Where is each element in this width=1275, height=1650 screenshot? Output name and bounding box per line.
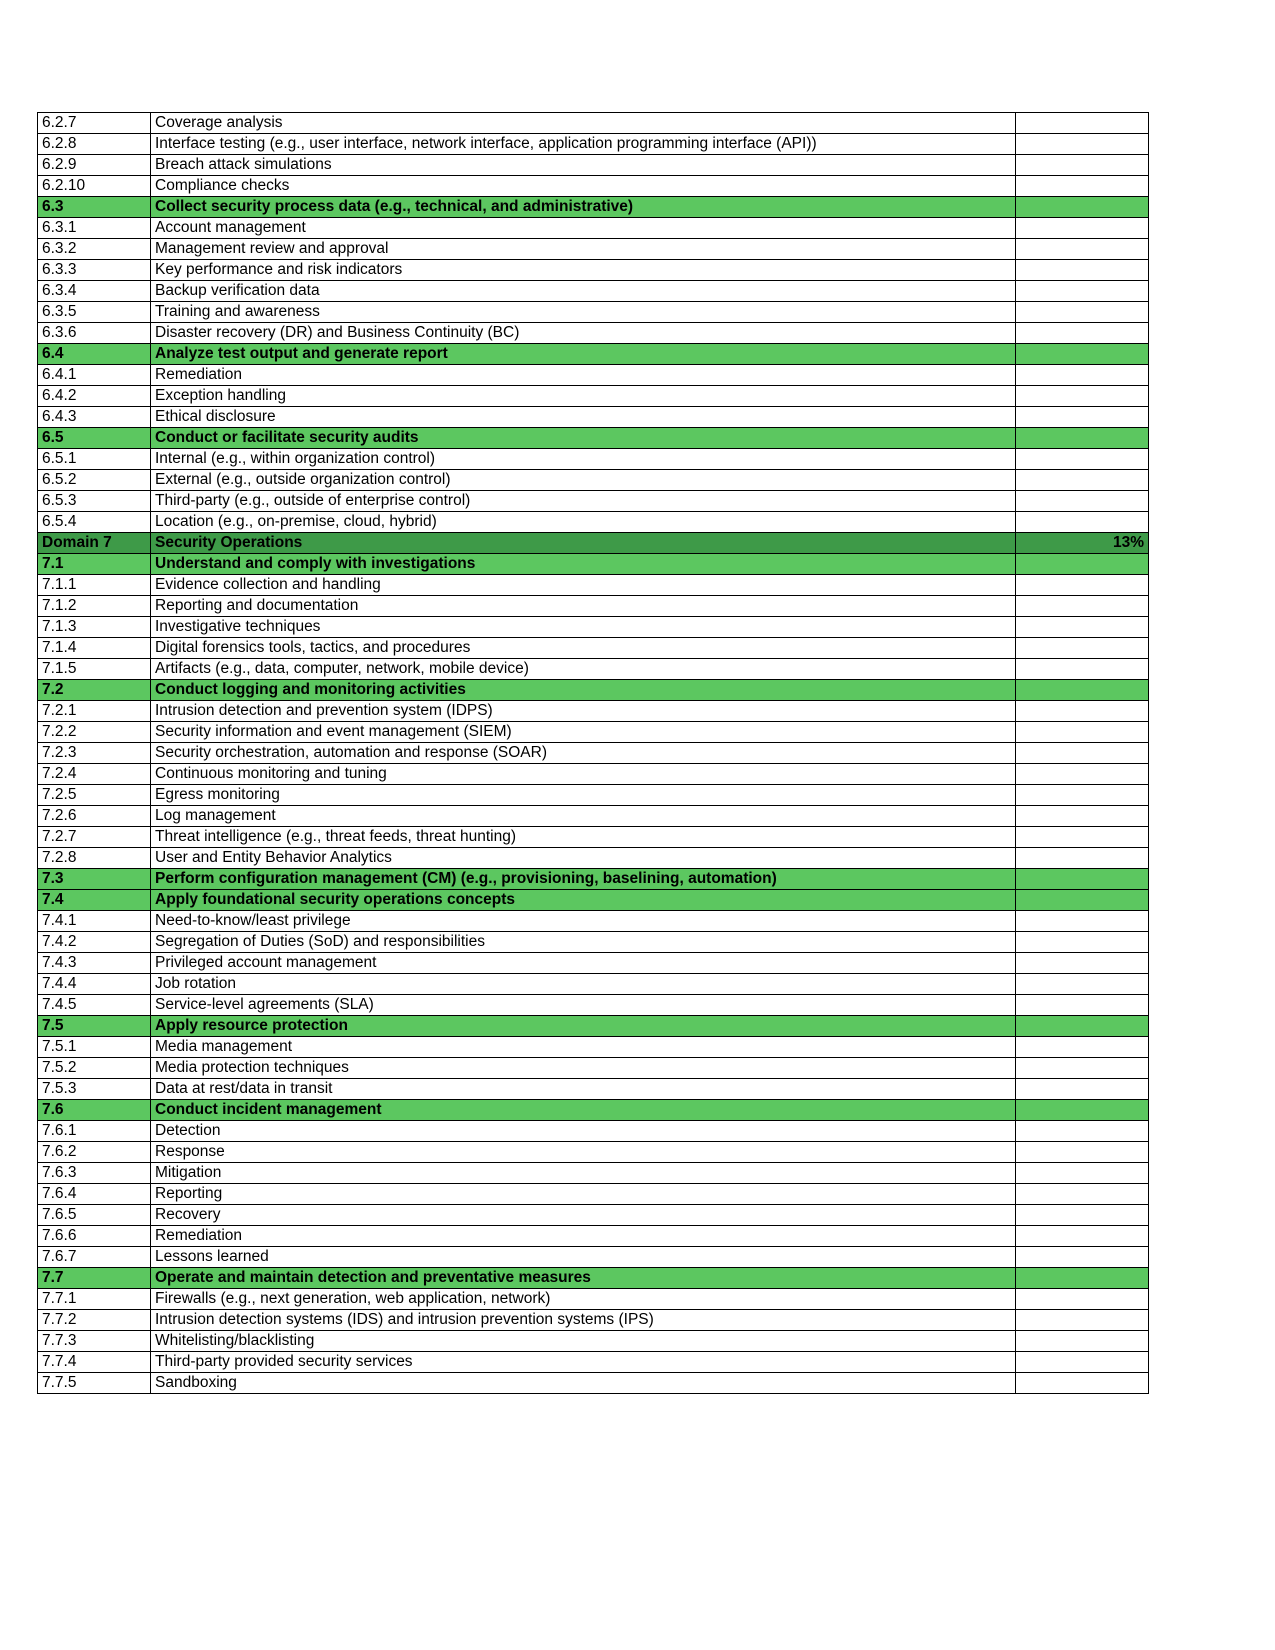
row-description: Log management (151, 806, 1016, 827)
table-row (38, 176, 1149, 197)
row-weight (1016, 932, 1149, 953)
row-id: 7.1.2 (38, 596, 151, 617)
row-id: 7.5.2 (38, 1058, 151, 1079)
row-id: 7.1.5 (38, 659, 151, 680)
row-weight (1016, 302, 1149, 323)
row-id: 7.5.3 (38, 1079, 151, 1100)
row-description: Exception handling (151, 386, 1016, 407)
row-weight (1016, 974, 1149, 995)
row-description: Response (151, 1142, 1016, 1163)
row-weight (1016, 176, 1149, 197)
row-description: Service-level agreements (SLA) (151, 995, 1016, 1016)
row-description: Egress monitoring (151, 785, 1016, 806)
table-row (38, 785, 1149, 806)
row-description: Disaster recovery (DR) and Business Continuity (BC) (151, 323, 1016, 344)
row-description: Collect security process data (e.g., technical, and administrative) (151, 197, 1016, 218)
table-row (38, 1121, 1149, 1142)
row-id: 7.7.5 (38, 1373, 151, 1394)
table-row (38, 1079, 1149, 1100)
section-row (38, 680, 1149, 701)
table-row (38, 974, 1149, 995)
row-id: 6.2.9 (38, 155, 151, 176)
row-weight (1016, 617, 1149, 638)
row-id: 7.5 (38, 1016, 151, 1037)
row-weight (1016, 323, 1149, 344)
section-row (38, 1016, 1149, 1037)
row-description: Key performance and risk indicators (151, 260, 1016, 281)
table-row (38, 764, 1149, 785)
row-description: Coverage analysis (151, 113, 1016, 134)
row-id: Domain 7 (38, 533, 151, 554)
row-description: Location (e.g., on-premise, cloud, hybrid) (151, 512, 1016, 533)
section-row (38, 554, 1149, 575)
row-id: 7.2.2 (38, 722, 151, 743)
row-weight (1016, 344, 1149, 365)
row-weight (1016, 470, 1149, 491)
row-id: 6.3.2 (38, 239, 151, 260)
row-weight (1016, 554, 1149, 575)
row-weight (1016, 239, 1149, 260)
table-row (38, 407, 1149, 428)
row-description: Security Operations (151, 533, 1016, 554)
section-row (38, 344, 1149, 365)
row-description: Recovery (151, 1205, 1016, 1226)
row-description: Operate and maintain detection and preventative measures (151, 1268, 1016, 1289)
row-weight (1016, 1079, 1149, 1100)
row-description: Perform configuration management (CM) (e.g., provisioning, baselining, automation) (151, 869, 1016, 890)
row-id: 6.3.3 (38, 260, 151, 281)
row-weight (1016, 512, 1149, 533)
row-weight (1016, 1289, 1149, 1310)
row-description: Security information and event management (SIEM) (151, 722, 1016, 743)
table-row (38, 512, 1149, 533)
row-weight (1016, 638, 1149, 659)
table-row (38, 1310, 1149, 1331)
row-weight (1016, 1247, 1149, 1268)
row-weight (1016, 1121, 1149, 1142)
row-id: 6.5.4 (38, 512, 151, 533)
row-description: Training and awareness (151, 302, 1016, 323)
row-weight (1016, 134, 1149, 155)
domain-row (38, 533, 1149, 554)
row-id: 6.4.3 (38, 407, 151, 428)
table-row (38, 827, 1149, 848)
row-id: 6.5.3 (38, 491, 151, 512)
row-id: 7.4.2 (38, 932, 151, 953)
row-weight (1016, 1058, 1149, 1079)
row-description: Intrusion detection and prevention system (IDPS) (151, 701, 1016, 722)
table-row (38, 491, 1149, 512)
row-weight (1016, 113, 1149, 134)
row-weight (1016, 281, 1149, 302)
table-row (38, 449, 1149, 470)
row-description: User and Entity Behavior Analytics (151, 848, 1016, 869)
table-row (38, 596, 1149, 617)
section-row (38, 869, 1149, 890)
table-row (38, 113, 1149, 134)
row-weight (1016, 659, 1149, 680)
row-weight (1016, 428, 1149, 449)
row-weight (1016, 197, 1149, 218)
row-weight (1016, 365, 1149, 386)
row-id: 7.6.4 (38, 1184, 151, 1205)
row-id: 6.2.7 (38, 113, 151, 134)
row-weight (1016, 869, 1149, 890)
table-row (38, 1184, 1149, 1205)
row-id: 7.1 (38, 554, 151, 575)
row-id: 7.4.3 (38, 953, 151, 974)
table-row (38, 1163, 1149, 1184)
table-row (38, 1331, 1149, 1352)
row-id: 6.5 (38, 428, 151, 449)
row-id: 7.6.3 (38, 1163, 151, 1184)
row-weight (1016, 1352, 1149, 1373)
row-id: 7.2.4 (38, 764, 151, 785)
row-weight (1016, 827, 1149, 848)
row-id: 7.2.5 (38, 785, 151, 806)
row-id: 6.5.1 (38, 449, 151, 470)
table-row (38, 953, 1149, 974)
row-description: External (e.g., outside organization control) (151, 470, 1016, 491)
row-id: 7.2.8 (38, 848, 151, 869)
row-weight (1016, 806, 1149, 827)
row-description: Management review and approval (151, 239, 1016, 260)
row-description: Evidence collection and handling (151, 575, 1016, 596)
row-id: 7.7.1 (38, 1289, 151, 1310)
row-description: Internal (e.g., within organization control) (151, 449, 1016, 470)
row-description: Digital forensics tools, tactics, and procedures (151, 638, 1016, 659)
table-row (38, 1373, 1149, 1394)
row-weight (1016, 1163, 1149, 1184)
row-description: Media management (151, 1037, 1016, 1058)
row-id: 7.6.2 (38, 1142, 151, 1163)
row-weight (1016, 260, 1149, 281)
row-weight (1016, 575, 1149, 596)
table-row (38, 659, 1149, 680)
row-description: Ethical disclosure (151, 407, 1016, 428)
table-row (38, 617, 1149, 638)
row-weight (1016, 722, 1149, 743)
section-row (38, 1268, 1149, 1289)
row-weight (1016, 911, 1149, 932)
table-row (38, 134, 1149, 155)
row-id: 6.3 (38, 197, 151, 218)
row-id: 6.3.4 (38, 281, 151, 302)
row-weight (1016, 743, 1149, 764)
row-id: 7.2.7 (38, 827, 151, 848)
row-description: Segregation of Duties (SoD) and responsibilities (151, 932, 1016, 953)
row-id: 7.1.3 (38, 617, 151, 638)
row-weight (1016, 596, 1149, 617)
row-weight (1016, 386, 1149, 407)
row-description: Reporting and documentation (151, 596, 1016, 617)
row-id: 7.4 (38, 890, 151, 911)
row-description: Interface testing (e.g., user interface, network interface, application programming interface (API)) (151, 134, 1016, 155)
row-description: Intrusion detection systems (IDS) and intrusion prevention systems (IPS) (151, 1310, 1016, 1331)
row-id: 7.2.1 (38, 701, 151, 722)
row-id: 7.7.4 (38, 1352, 151, 1373)
row-id: 6.4.1 (38, 365, 151, 386)
table-row (38, 155, 1149, 176)
row-id: 7.6.1 (38, 1121, 151, 1142)
row-description: Analyze test output and generate report (151, 344, 1016, 365)
table-row (38, 575, 1149, 596)
row-id: 7.4.4 (38, 974, 151, 995)
row-weight (1016, 449, 1149, 470)
row-id: 6.4 (38, 344, 151, 365)
row-description: Security orchestration, automation and response (SOAR) (151, 743, 1016, 764)
row-id: 7.2.6 (38, 806, 151, 827)
row-id: 7.6.7 (38, 1247, 151, 1268)
table-row (38, 911, 1149, 932)
row-weight (1016, 218, 1149, 239)
row-description: Firewalls (e.g., next generation, web application, network) (151, 1289, 1016, 1310)
row-weight (1016, 764, 1149, 785)
row-description: Third-party (e.g., outside of enterprise control) (151, 491, 1016, 512)
row-id: 7.5.1 (38, 1037, 151, 1058)
row-description: Detection (151, 1121, 1016, 1142)
table-row (38, 1037, 1149, 1058)
row-id: 7.6 (38, 1100, 151, 1121)
row-id: 6.4.2 (38, 386, 151, 407)
row-description: Conduct or facilitate security audits (151, 428, 1016, 449)
row-id: 6.5.2 (38, 470, 151, 491)
row-weight (1016, 1205, 1149, 1226)
table-row (38, 743, 1149, 764)
row-id: 6.3.1 (38, 218, 151, 239)
row-description: Job rotation (151, 974, 1016, 995)
row-id: 6.3.6 (38, 323, 151, 344)
row-weight (1016, 953, 1149, 974)
row-description: Whitelisting/blacklisting (151, 1331, 1016, 1352)
table-row (38, 260, 1149, 281)
row-description: Conduct incident management (151, 1100, 1016, 1121)
row-id: 7.2.3 (38, 743, 151, 764)
row-id: 6.3.5 (38, 302, 151, 323)
row-description: Continuous monitoring and tuning (151, 764, 1016, 785)
table-row (38, 302, 1149, 323)
row-description: Data at rest/data in transit (151, 1079, 1016, 1100)
row-description: Backup verification data (151, 281, 1016, 302)
row-weight (1016, 890, 1149, 911)
table-row (38, 701, 1149, 722)
row-description: Apply foundational security operations concepts (151, 890, 1016, 911)
row-description: Investigative techniques (151, 617, 1016, 638)
row-description: Lessons learned (151, 1247, 1016, 1268)
row-weight (1016, 1100, 1149, 1121)
row-id: 6.2.8 (38, 134, 151, 155)
row-id: 7.7.2 (38, 1310, 151, 1331)
row-weight (1016, 1016, 1149, 1037)
row-description: Need-to-know/least privilege (151, 911, 1016, 932)
table-row (38, 722, 1149, 743)
table-row (38, 932, 1149, 953)
table-row (38, 239, 1149, 260)
table-row (38, 1058, 1149, 1079)
row-id: 7.1.4 (38, 638, 151, 659)
row-description: Third-party provided security services (151, 1352, 1016, 1373)
row-description: Privileged account management (151, 953, 1016, 974)
row-id: 7.6.5 (38, 1205, 151, 1226)
row-weight (1016, 848, 1149, 869)
section-row (38, 428, 1149, 449)
table-row (38, 1205, 1149, 1226)
row-weight (1016, 1037, 1149, 1058)
table-row (38, 281, 1149, 302)
row-description: Compliance checks (151, 176, 1016, 197)
row-weight (1016, 1226, 1149, 1247)
row-id: 7.6.6 (38, 1226, 151, 1247)
row-id: 7.3 (38, 869, 151, 890)
table-row (38, 365, 1149, 386)
row-id: 7.7.3 (38, 1331, 151, 1352)
section-row (38, 1100, 1149, 1121)
table-row (38, 323, 1149, 344)
row-description: Threat intelligence (e.g., threat feeds, threat hunting) (151, 827, 1016, 848)
row-description: Reporting (151, 1184, 1016, 1205)
table-row (38, 848, 1149, 869)
section-row (38, 197, 1149, 218)
table-row (38, 995, 1149, 1016)
row-weight (1016, 1268, 1149, 1289)
row-weight (1016, 995, 1149, 1016)
table-row (38, 1352, 1149, 1373)
row-description: Sandboxing (151, 1373, 1016, 1394)
row-weight (1016, 155, 1149, 176)
row-weight (1016, 1331, 1149, 1352)
table-row (38, 218, 1149, 239)
row-weight (1016, 701, 1149, 722)
row-weight (1016, 1184, 1149, 1205)
row-weight (1016, 1310, 1149, 1331)
table-row (38, 1247, 1149, 1268)
row-weight (1016, 785, 1149, 806)
row-weight (1016, 1142, 1149, 1163)
table-row (38, 470, 1149, 491)
row-weight (1016, 491, 1149, 512)
row-id: 7.1.1 (38, 575, 151, 596)
row-description: Remediation (151, 1226, 1016, 1247)
row-description: Account management (151, 218, 1016, 239)
row-description: Media protection techniques (151, 1058, 1016, 1079)
row-weight (1016, 680, 1149, 701)
outline-table (37, 112, 1149, 1394)
row-id: 6.2.10 (38, 176, 151, 197)
table-row (38, 1289, 1149, 1310)
row-description: Artifacts (e.g., data, computer, network, mobile device) (151, 659, 1016, 680)
row-id: 7.7 (38, 1268, 151, 1289)
row-id: 7.4.5 (38, 995, 151, 1016)
row-description: Understand and comply with investigations (151, 554, 1016, 575)
outline-table-body (38, 113, 1149, 1394)
table-row (38, 1142, 1149, 1163)
row-id: 7.2 (38, 680, 151, 701)
table-row (38, 806, 1149, 827)
row-description: Breach attack simulations (151, 155, 1016, 176)
row-description: Remediation (151, 365, 1016, 386)
row-description: Apply resource protection (151, 1016, 1016, 1037)
row-weight: 13% (1016, 533, 1149, 554)
table-row (38, 638, 1149, 659)
row-weight (1016, 1373, 1149, 1394)
section-row (38, 890, 1149, 911)
row-weight (1016, 407, 1149, 428)
row-description: Conduct logging and monitoring activities (151, 680, 1016, 701)
table-row (38, 1226, 1149, 1247)
row-id: 7.4.1 (38, 911, 151, 932)
row-description: Mitigation (151, 1163, 1016, 1184)
table-row (38, 386, 1149, 407)
